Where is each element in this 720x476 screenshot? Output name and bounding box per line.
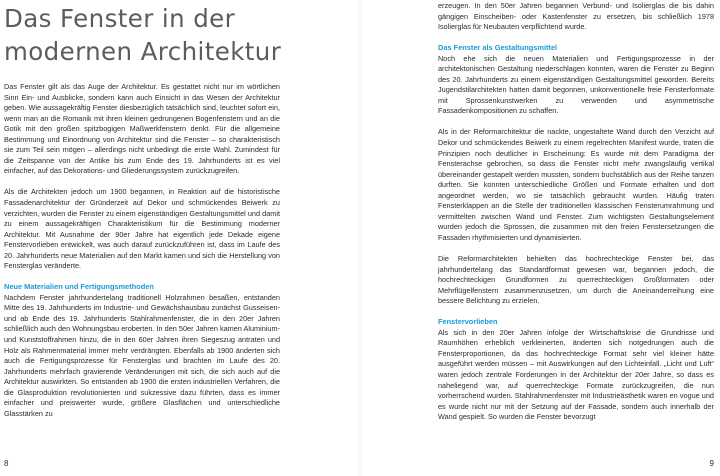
title-line-2: modernen Architektur (4, 37, 282, 66)
right-text-column (438, 1, 714, 423)
design-paragraph-2: Als in der Reformarchitektur die nackte, ungestaltete Wand durch den Verzicht auf Dekor und schmückendes Beiwerk zu einem regelrechten Manifest wurde, traten die Prinzipien noch deutlicher in Erscheinung: Es wurde mit dem Paradigma der Fensterachse gebrochen, so dass die Fenster nicht mehr zwangsläufig vertikal übereinander gestapelt werden mussten, sondern buchstäblich aus der Reihe tanzen durften. Sie konnten unterschiedliche Größen und Formate erhalten und dort angeordnet werden, wo sie tatsächlich gebraucht wurden. Häufig traten Fensterklappen an die Stelle der traditionellen klassischen Fensterumrahmung und vermittelten zwischen Wand und Fenster. Zum wichtigsten Gestaltungselement wurden jedoch die Sprossen, die zusammen mit den freien Fenstersetzungen die Fassaden rhythmisierten und dynamisierten. (438, 127, 714, 242)
left-text-column (4, 82, 280, 419)
section-heading-design: Das Fenster als Gestaltungsmittel (438, 43, 558, 53)
section-heading-preferences: Fenstervorlieben (438, 317, 498, 327)
page-number-right: 9 (709, 459, 714, 468)
page-number-left: 8 (4, 459, 9, 468)
design-paragraph-3: Die Reformarchitekten behielten das hochrechteckige Fenster bei, das jahrhundertelang das Standardformat gewesen war, begannen jedoch, die hochrechteckigen Grundformen zu querrechteckigen Großformaten oder Mehrflügelfenstern zusammenzusetzen, um durch die Aneinanderreihung eine bessere Belichtung zu erzielen. (438, 253, 714, 306)
section-heading-materials: Neue Materialien und Fertigungsmethoden (4, 282, 154, 292)
intro-paragraph: Das Fenster gilt als das Auge der Architektur. Es gestattet nicht nur im wörtlichen Sinn Ein- und Ausblicke, sondern kann auch Einsicht in das Wesen der Architektur geben. Wie aussagekräftig Fenster diesbezüglich tatsächlich sind, leuchtet sofort ein, wenn man an die Romanik mit ihren kleinen gedrungenen Bogenfenstern und an die Gotik mit den großen spitzbogigen Maßwerkfenstern denkt. Für die allgemeine Bestimmung und Einordnung von Architektur sind die Fenster – so charakteristisch sie zum Teil sein mögen – allerdings nicht unbedingt die erste Wahl. Zumindest für die Zeitspanne von der Antike bis zum Ende des 19. Jahrhunderts ist es viel einfacher, auf das Dekorations- und Gliederungssystem zurückzugreifen. (4, 82, 280, 176)
chapter-title (4, 2, 304, 68)
materials-paragraph: Nachdem Fenster jahrhundertelang traditionell Holzrahmen besaßen, entstanden Mitte des 19. Jahrhunderts im Industrie- und Gewächshausbau zunächst Gusseisen- und ab Ende des 19. Jahrhunderts Stahlrahmenfenster, die in den 20er Jahren schließlich auch den Wohnungsbau eroberten. In den 50er Jahren kamen Aluminium- und Kunststoffrahmen hinzu, die in den 60er Jahren ihren Siegeszug antraten und Holz als Rahmenmaterial immer mehr verdrängten. Ebenfalls ab 1900 änderten sich auch die Fertigungsprozesse für Fensterglas und brachten im Laufe des 20. Jahrhunderts mehrfach gravierende Veränderungen mit sich, die sich auch auf die Architektur auswirkten. So entstanden ab 1900 die ersten industriellen Verfahren, die die Glasproduktion revolutionierten und sukzessive dazu führten, dass es immer einfacher und preiswerter wurde, größere Glasflächen und unterschiedliche Glasstärken zu (4, 292, 280, 418)
preferences-paragraph: Als sich in den 20er Jahren infolge der Wirtschaftskrise die Grundrisse und Raumhöhen erheblich verkleinerten, änderten sich notgedrungen auch die Fensterproportionen, da das hochrechteckige Format sehr viel kleiner hätte ausgeführt werden müssen – mit Auswirkungen auf den Lichteinfall. „Licht und Luft“ waren jedoch zentrale Forderungen in der Architektur der 20er Jahre, so dass es naheliegend war, auf querrechteckige Formate zurückzugreifen, die nun vorherrschend wurden. Stahlrahmenfenster mit Industrieästhetik waren en vogue und es wurde nicht nur mit der Setzung auf der Fassade, sondern auch innerhalb der Wand gespielt. So wurden die Fenster bevorzugt (438, 327, 714, 422)
second-paragraph: Als die Architekten jedoch um 1900 begannen, in Reaktion auf die historistische Fassadenarchitektur der Gründerzeit auf Dekor und schmückendes Beiwerk zu verzichten, wurden die Fenster zu einem eigenständigen Gestaltungsmittel und damit zu einem aussagekräftigen Charakteristikum für die Bestimmung moderner Architektur. Mit Ausnahme der 90er Jahre hat eigentlich jede Dekade eigene Fenstervorlieben entwickelt, was auch darauf zurückzuführen ist, dass im Laufe des 20. Jahrhunderts neue Materialien auf den Markt kamen und sich die Herstellung von Fensterglas veränderte. (4, 187, 280, 271)
continued-paragraph: erzeugen. In den 50er Jahren begannen Verbund- und Isolierglas die bis dahin gängigen Einscheiben- oder Kastenfenster zu ersetzen, bis schließlich 1978 Isolierglas für Neubauten verpflichtend wurde. (438, 1, 714, 32)
design-paragraph-1: Noch ehe sich die neuen Materialien und Fertigungsprozesse in der architektonischen Gestaltung niederschlagen konnten, waren die Fenster zu Beginn des 20. Jahrhunderts zu einem eigenständigen Gestaltungsmittel geworden. Bereits Jugendstilarchitekten hatten damit begonnen, unkonventionelle freie Fensterformate mit Sprossenkunstwerken zu verwenden und asymmetrische Fassadenkompositionen zu schaffen. (438, 53, 714, 116)
right-page (360, 0, 720, 476)
title-line-1: Das Fenster in der (4, 4, 236, 33)
